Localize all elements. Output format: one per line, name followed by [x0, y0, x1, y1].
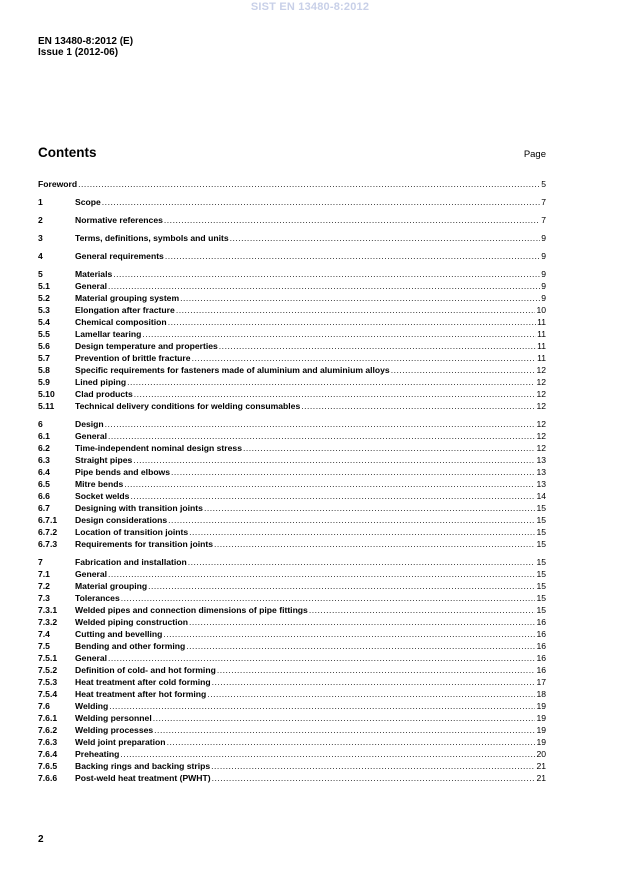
toc-entry-number: 7.3.2	[38, 617, 58, 627]
toc-entry-page: 15	[536, 503, 546, 513]
toc-entry-page: 11	[537, 329, 546, 339]
toc-entry-title: Design temperature and properties	[75, 341, 218, 351]
toc-entry-page: 12	[536, 419, 546, 429]
toc-dot-leader	[78, 178, 540, 190]
toc-entry-number: 7.4	[38, 629, 50, 639]
toc-entry-page: 15	[536, 581, 546, 591]
toc-entry-title: Bending and other forming	[75, 641, 186, 651]
toc-entry-title: Welding processes	[75, 725, 154, 735]
toc-dot-leader	[134, 388, 536, 400]
toc-entry-title: Design considerations	[75, 515, 168, 525]
toc-dot-leader	[188, 556, 536, 568]
toc-entry-title: Scope	[75, 197, 101, 207]
toc-entry[interactable]	[38, 736, 546, 748]
toc-entry[interactable]	[38, 340, 546, 352]
toc-dot-leader	[148, 580, 535, 592]
toc-entry[interactable]	[38, 268, 546, 280]
toc-dot-leader	[189, 616, 535, 628]
toc-entry-number: 6.3	[38, 455, 50, 465]
toc-entry-page: 10	[536, 305, 546, 315]
toc-entry-page: 19	[536, 737, 546, 747]
toc-dot-leader	[164, 214, 540, 226]
toc-entry-title: Mitre bends	[75, 479, 124, 489]
toc-entry-page: 11	[537, 341, 546, 351]
toc-entry-number: 7.3.1	[38, 605, 58, 615]
toc-entry-page: 19	[536, 725, 546, 735]
toc-entry-number: 5	[38, 269, 43, 279]
toc-entry-number: 6.7.3	[38, 539, 58, 549]
toc-entry-number: 7.5.2	[38, 665, 58, 675]
toc-entry-page: 21	[536, 773, 546, 783]
toc-entry-page: 15	[536, 557, 546, 567]
toc-entry-number: 7.6.4	[38, 749, 58, 759]
toc-dot-leader	[124, 478, 535, 490]
toc-entry-title: Clad products	[75, 389, 133, 399]
toc-entry-number: 5.1	[38, 281, 50, 291]
toc-dot-leader	[142, 328, 536, 340]
toc-entry-title: Weld joint preparation	[75, 737, 166, 747]
toc-entry-number: 7.5.4	[38, 689, 58, 699]
toc-entry-title: Specific requirements for fasteners made of aluminium and aluminium alloys	[75, 365, 390, 375]
toc-entry[interactable]	[38, 454, 546, 466]
toc-dot-leader	[168, 514, 535, 526]
toc-entry-page: 7	[541, 197, 546, 207]
toc-entry[interactable]	[38, 592, 546, 604]
toc-entry-number: 7	[38, 557, 43, 567]
toc-entry[interactable]	[38, 616, 546, 628]
toc-entry-title: Heat treatment after cold forming	[75, 677, 211, 687]
toc-entry[interactable]	[38, 418, 546, 430]
document-header	[38, 36, 133, 58]
toc-entry[interactable]	[38, 352, 546, 364]
toc-entry-title: Requirements for transition joints	[75, 539, 213, 549]
toc-entry-page: 15	[536, 593, 546, 603]
toc-dot-leader	[180, 292, 540, 304]
toc-entry-page: 16	[536, 665, 546, 675]
toc-entry-number: 7.6.5	[38, 761, 58, 771]
toc-entry[interactable]	[38, 196, 546, 208]
toc-entry-number: 5.4	[38, 317, 50, 327]
toc-entry-number: 7.2	[38, 581, 50, 591]
toc-entry-number: 6.7	[38, 503, 50, 513]
toc-dot-leader	[243, 442, 535, 454]
toc-entry-title: General requirements	[75, 251, 164, 261]
toc-entry-title: Socket welds	[75, 491, 130, 501]
toc-entry-title: Prevention of brittle fracture	[75, 353, 191, 363]
toc-entry[interactable]	[38, 478, 546, 490]
toc-entry[interactable]	[38, 292, 546, 304]
toc-entry-number: 5.6	[38, 341, 50, 351]
toc-entry-page: 16	[536, 641, 546, 651]
toc-entry-number: 6.7.1	[38, 515, 58, 525]
toc-entry-page: 19	[536, 713, 546, 723]
toc-entry-title: Chemical composition	[75, 317, 167, 327]
toc-entry-number: 7.6.3	[38, 737, 58, 747]
toc-entry-title: Welding	[75, 701, 109, 711]
toc-entry[interactable]	[38, 250, 546, 262]
toc-entry[interactable]	[38, 772, 546, 784]
toc-entry-number: 7.6.6	[38, 773, 58, 783]
toc-dot-leader	[120, 748, 535, 760]
toc-entry-title: Normative references	[75, 215, 163, 225]
toc-entry-number: 6.7.2	[38, 527, 58, 537]
toc-entry[interactable]	[38, 724, 546, 736]
toc-entry-page: 12	[536, 389, 546, 399]
toc-entry[interactable]	[38, 232, 546, 244]
toc-entry[interactable]	[38, 556, 546, 568]
toc-entry[interactable]	[38, 502, 546, 514]
toc-dot-leader	[309, 604, 536, 616]
toc-entry-page: 16	[536, 617, 546, 627]
toc-entry[interactable]	[38, 712, 546, 724]
toc-entry[interactable]	[38, 568, 546, 580]
toc-entry-page: 14	[536, 491, 546, 501]
toc-dot-leader	[391, 364, 536, 376]
toc-dot-leader	[154, 724, 535, 736]
toc-entry-title: Fabrication and installation	[75, 557, 187, 567]
toc-dot-leader	[168, 316, 536, 328]
toc-entry[interactable]	[38, 526, 546, 538]
toc-entry-title: Tolerances	[75, 593, 120, 603]
toc-entry-number: 5.3	[38, 305, 50, 315]
toc-dot-leader	[204, 502, 535, 514]
toc-entry-title: General	[75, 281, 108, 291]
toc-dot-leader	[192, 352, 537, 364]
toc-entry-title: Welding personnel	[75, 713, 152, 723]
toc-entry-page: 9	[541, 233, 546, 243]
toc-entry-number: 7.1	[38, 569, 50, 579]
toc-entry-number: 4	[38, 251, 43, 261]
toc-dot-leader	[108, 652, 535, 664]
toc-entry-page: 11	[537, 317, 546, 327]
toc-entry[interactable]	[38, 628, 546, 640]
toc-entry[interactable]	[38, 376, 546, 388]
toc-entry-page: 13	[536, 455, 546, 465]
toc-entry-page: 9	[541, 251, 546, 261]
toc-dot-leader	[133, 454, 535, 466]
toc-entry-title: Post-weld heat treatment (PWHT)	[75, 773, 211, 783]
toc-entry-number: 2	[38, 215, 43, 225]
toc-dot-leader	[217, 664, 536, 676]
toc-entry-page: 11	[537, 353, 546, 363]
toc-dot-leader	[167, 736, 536, 748]
toc-entry[interactable]	[38, 400, 546, 412]
toc-entry-page: 15	[536, 515, 546, 525]
toc-dot-leader	[121, 592, 536, 604]
toc-entry-title: Terms, definitions, symbols and units	[75, 233, 229, 243]
toc-entry-page: 13	[536, 479, 546, 489]
toc-entry[interactable]	[38, 490, 546, 502]
toc-entry-page: 15	[536, 539, 546, 549]
toc-dot-leader	[113, 268, 540, 280]
toc-entry[interactable]	[38, 640, 546, 652]
toc-dot-leader	[212, 676, 536, 688]
toc-dot-leader	[207, 688, 535, 700]
contents-title: Contents	[38, 145, 97, 160]
toc-entry-title: Foreword	[38, 179, 78, 189]
toc-entry[interactable]	[38, 514, 546, 526]
toc-entry-title: Time-independent nominal design stress	[75, 443, 242, 453]
toc-entry-title: Lined piping	[75, 377, 127, 387]
toc-entry-number: 6.4	[38, 467, 50, 477]
toc-entry[interactable]	[38, 688, 546, 700]
toc-entry[interactable]	[38, 652, 546, 664]
toc-entry-title: Cutting and bevelling	[75, 629, 163, 639]
toc-entry-page: 5	[541, 179, 546, 189]
toc-dot-leader	[130, 490, 535, 502]
toc-entry-page: 12	[536, 365, 546, 375]
toc-dot-leader	[163, 628, 535, 640]
toc-entry[interactable]	[38, 748, 546, 760]
toc-entry-page: 21	[536, 761, 546, 771]
toc-dot-leader	[171, 466, 535, 478]
toc-entry-number: 5.5	[38, 329, 50, 339]
toc-entry[interactable]	[38, 760, 546, 772]
toc-entry-page: 15	[536, 527, 546, 537]
toc-entry-number: 7.5.3	[38, 677, 58, 687]
toc-entry-page: 17	[536, 677, 546, 687]
toc-entry-number: 7.6.2	[38, 725, 58, 735]
toc-dot-leader	[108, 280, 540, 292]
issue-label: Issue 1 (2012-06)	[38, 47, 119, 58]
toc-dot-leader	[214, 538, 535, 550]
toc-dot-leader	[186, 640, 535, 652]
toc-entry-page: 16	[536, 653, 546, 663]
toc-entry[interactable]	[38, 442, 546, 454]
toc-entry-number: 6.2	[38, 443, 50, 453]
toc-entry[interactable]	[38, 700, 546, 712]
toc-dot-leader	[176, 304, 536, 316]
toc-dot-leader	[230, 232, 541, 244]
toc-entry-page: 16	[536, 629, 546, 639]
toc-entry-number: 7.6	[38, 701, 50, 711]
toc-entry-title: Definition of cold- and hot forming	[75, 665, 216, 675]
toc-entry-number: 7.3	[38, 593, 50, 603]
toc-entry[interactable]	[38, 214, 546, 226]
toc-entry-title: Heat treatment after hot forming	[75, 689, 207, 699]
toc-entry[interactable]	[38, 304, 546, 316]
toc-entry[interactable]	[38, 178, 546, 190]
toc-entry-page: 12	[536, 431, 546, 441]
toc-entry[interactable]	[38, 538, 546, 550]
toc-dot-leader	[109, 700, 535, 712]
toc-entry-number: 7.5	[38, 641, 50, 651]
toc-entry-page: 19	[536, 701, 546, 711]
toc-dot-leader	[127, 376, 535, 388]
toc-entry-page: 15	[536, 605, 546, 615]
toc-entry-title: Materials	[75, 269, 113, 279]
toc-entry-number: 5.11	[38, 401, 55, 411]
toc-dot-leader	[212, 772, 536, 784]
toc-entry-title: Design	[75, 419, 104, 429]
toc-entry[interactable]	[38, 316, 546, 328]
toc-entry-number: 6.6	[38, 491, 50, 501]
toc-entry-page: 20	[536, 749, 546, 759]
page-column-label: Page	[523, 149, 546, 160]
toc-entry[interactable]	[38, 604, 546, 616]
toc-entry-page: 12	[536, 401, 546, 411]
page-number: 2	[38, 834, 44, 845]
toc-entry-number: 5.2	[38, 293, 50, 303]
table-of-contents	[38, 178, 546, 784]
toc-dot-leader	[219, 340, 536, 352]
toc-entry-number: 6.5	[38, 479, 50, 489]
toc-dot-leader	[153, 712, 536, 724]
toc-entry-page: 13	[536, 467, 546, 477]
toc-entry-number: 1	[38, 197, 43, 207]
toc-dot-leader	[211, 760, 535, 772]
toc-entry[interactable]	[38, 388, 546, 400]
toc-entry-title: Backing rings and backing strips	[75, 761, 211, 771]
toc-entry-number: 3	[38, 233, 43, 243]
toc-entry-title: Designing with transition joints	[75, 503, 203, 513]
toc-entry-page: 9	[541, 293, 546, 303]
toc-dot-leader	[102, 196, 540, 208]
toc-entry-page: 12	[536, 443, 546, 453]
toc-entry[interactable]	[38, 364, 546, 376]
toc-entry-number: 5.7	[38, 353, 50, 363]
toc-entry-number: 6	[38, 419, 43, 429]
toc-dot-leader	[105, 418, 536, 430]
toc-entry-title: Straight pipes	[75, 455, 133, 465]
watermark: SIST EN 13480-8:2012	[250, 1, 370, 13]
toc-dot-leader	[301, 400, 535, 412]
toc-entry-title: General	[75, 431, 108, 441]
toc-dot-leader	[189, 526, 535, 538]
toc-entry[interactable]	[38, 580, 546, 592]
toc-entry-number: 5.8	[38, 365, 50, 375]
toc-entry[interactable]	[38, 328, 546, 340]
toc-entry-number: 6.1	[38, 431, 50, 441]
toc-entry-title: Location of transition joints	[75, 527, 189, 537]
toc-dot-leader	[165, 250, 540, 262]
toc-entry-title: Technical delivery conditions for welding consumables	[75, 401, 301, 411]
toc-entry[interactable]	[38, 280, 546, 292]
toc-dot-leader	[108, 568, 535, 580]
toc-entry[interactable]	[38, 676, 546, 688]
toc-entry-title: Lamellar tearing	[75, 329, 142, 339]
toc-entry-title: Welded pipes and connection dimensions of pipe fittings	[75, 605, 308, 615]
toc-entry-title: Welded piping construction	[75, 617, 188, 627]
standard-number: EN 13480-8:2012 (E)	[38, 36, 134, 47]
toc-entry-page: 12	[536, 377, 546, 387]
toc-entry[interactable]	[38, 664, 546, 676]
toc-entry-title: Material grouping system	[75, 293, 180, 303]
toc-entry-number: 7.5.1	[38, 653, 58, 663]
toc-entry-title: General	[75, 569, 108, 579]
toc-entry-page: 18	[536, 689, 546, 699]
toc-entry-number: 5.10	[38, 389, 55, 399]
toc-entry-page: 7	[541, 215, 546, 225]
toc-entry[interactable]	[38, 466, 546, 478]
toc-entry-title: Elongation after fracture	[75, 305, 175, 315]
toc-entry-page: 9	[541, 281, 546, 291]
toc-dot-leader	[108, 430, 535, 442]
toc-entry-number: 7.6.1	[38, 713, 58, 723]
toc-entry-title: General	[75, 653, 108, 663]
toc-entry-page: 9	[541, 269, 546, 279]
toc-entry-title: Pipe bends and elbows	[75, 467, 171, 477]
toc-entry-page: 15	[536, 569, 546, 579]
toc-entry-title: Material grouping	[75, 581, 148, 591]
toc-entry[interactable]	[38, 430, 546, 442]
toc-entry-number: 5.9	[38, 377, 50, 387]
toc-entry-title: Preheating	[75, 749, 120, 759]
